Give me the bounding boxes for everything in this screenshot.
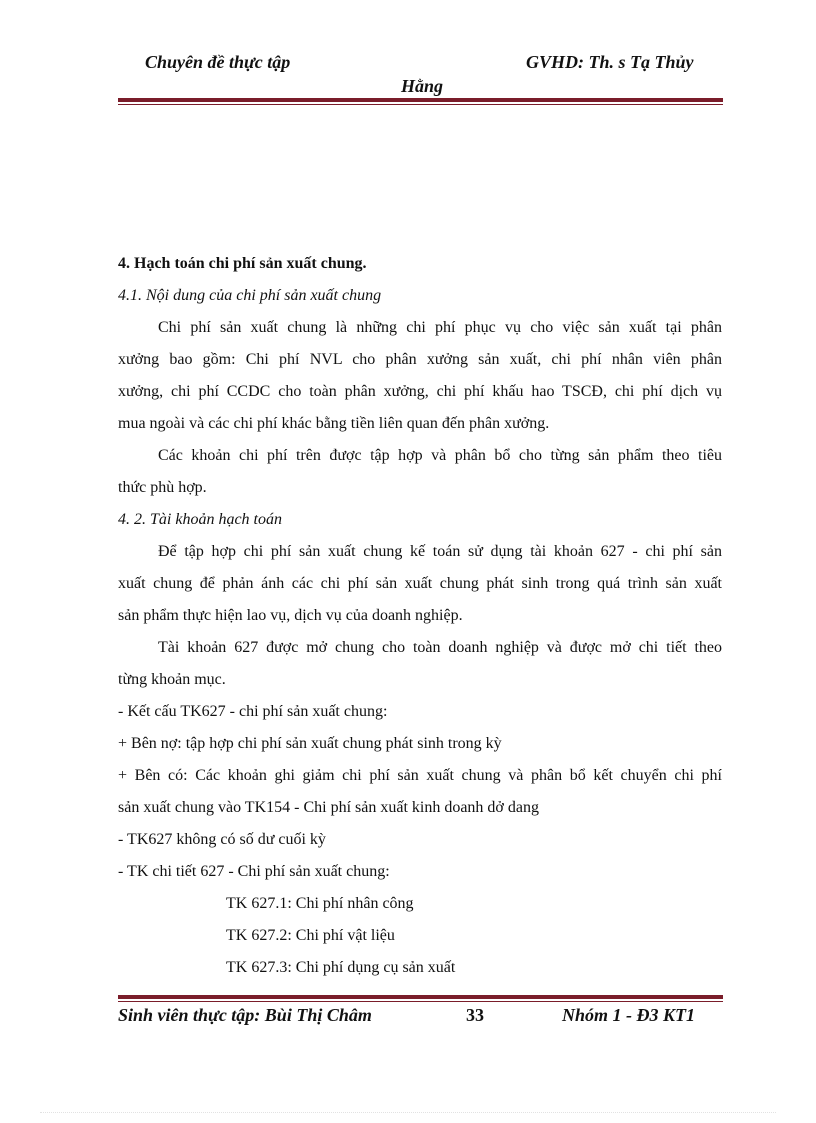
- footer-rule: [118, 995, 723, 1002]
- list-item: + Bên có: Các khoản ghi giảm chi phí sản xuất chung và phân bổ kết chuyển chi phí: [118, 767, 722, 784]
- paragraph-line: Chi phí sản xuất chung là những chi phí phục vụ cho việc sản xuất tại phân: [158, 319, 722, 336]
- list-item: - TK627 không có số dư cuối kỳ: [118, 831, 326, 848]
- sub-account-item: TK 627.2: Chi phí vật liệu: [226, 927, 395, 944]
- list-item: - Kết cấu TK627 - chi phí sản xuất chung:: [118, 703, 388, 720]
- page-edge-divider: [40, 1112, 776, 1113]
- header-supervisor: GVHD: Th. s Tạ Thủy: [526, 52, 694, 72]
- section-heading-4-2: 4. 2. Tài khoản hạch toán: [118, 511, 282, 528]
- list-item: + Bên nợ: tập hợp chi phí sản xuất chung phát sinh trong kỳ: [118, 735, 502, 752]
- header-left-title: Chuyên đề thực tập: [145, 52, 291, 72]
- paragraph-line: Các khoản chi phí trên được tập hợp và phân bổ cho từng sản phẩm theo tiêu: [158, 447, 722, 464]
- header-supervisor-wrap: Hằng: [401, 76, 444, 96]
- section-heading-4-1: 4.1. Nội dung của chi phí sản xuất chung: [118, 287, 382, 304]
- paragraph-line: xưởng, chi phí CCDC cho toàn phân xưởng, chi phí khấu hao TSCĐ, chi phí dịch vụ: [118, 383, 722, 400]
- footer-student: Sinh viên thực tập: Bùi Thị Châm: [118, 1005, 372, 1025]
- paragraph-line: xưởng bao gồm: Chi phí NVL cho phân xưởng sản xuất, chi phí nhân viên phân: [118, 351, 722, 368]
- paragraph-line: mua ngoài và các chi phí khác bằng tiền liên quan đến phân xưởng.: [118, 415, 550, 432]
- list-item: sản xuất chung vào TK154 - Chi phí sản xuất kinh doanh dở dang: [118, 799, 539, 816]
- sub-account-item: TK 627.3: Chi phí dụng cụ sản xuất: [226, 959, 456, 976]
- list-item: - TK chi tiết 627 - Chi phí sản xuất chung:: [118, 863, 390, 880]
- sub-account-item: TK 627.1: Chi phí nhân công: [226, 895, 414, 912]
- paragraph-line: thức phù hợp.: [118, 479, 207, 496]
- section-heading-4: 4. Hạch toán chi phí sản xuất chung.: [118, 255, 367, 272]
- paragraph-line: Tài khoản 627 được mở chung cho toàn doanh nghiệp và được mở chi tiết theo: [158, 639, 722, 656]
- paragraph-line: xuất chung để phản ánh các chi phí sản xuất chung phát sinh trong quá trình sản xuất: [118, 575, 722, 592]
- footer-group: Nhóm 1 - Đ3 KT1: [562, 1005, 696, 1025]
- paragraph-line: từng khoản mục.: [118, 671, 226, 688]
- page-number: 33: [466, 1005, 484, 1025]
- paragraph-line: sản phẩm thực hiện lao vụ, dịch vụ của doanh nghiệp.: [118, 607, 463, 624]
- page-body: [118, 248, 722, 984]
- paragraph-line: Để tập hợp chi phí sản xuất chung kế toán sử dụng tài khoản 627 - chi phí sản: [158, 543, 722, 560]
- header-rule: [118, 98, 723, 105]
